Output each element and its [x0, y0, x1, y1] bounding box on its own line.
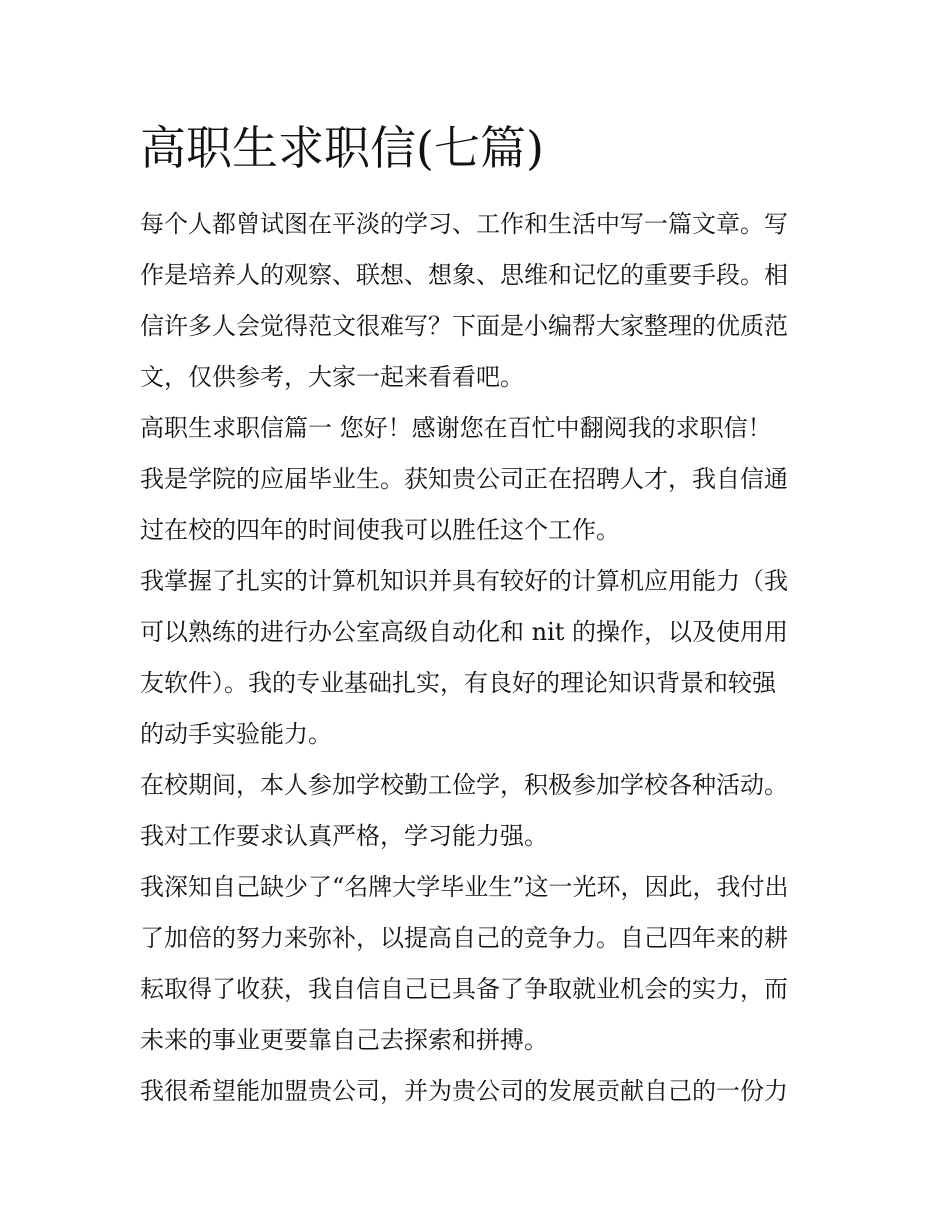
text-line: 友软件）。我的专业基础扎实，有良好的理论知识背景和较强 — [140, 669, 776, 697]
text-line: 信许多人会觉得范文很难写？下面是小编帮大家整理的优质范 — [140, 312, 788, 340]
text-line: 每个人都曾试图在平淡的学习、工作和生活中写一篇文章。写 — [140, 210, 788, 238]
text-line: 作是培养人的观察、联想、想象、思维和记忆的重要手段。相 — [140, 261, 788, 289]
text-line: 可以熟练的进行办公室高级自动化和 nit 的操作，以及使用用 — [140, 618, 789, 646]
text-line: 我很希望能加盟贵公司，并为贵公司的发展贡献自己的一份力 — [140, 1077, 788, 1105]
document-title: 高职生求职信(七篇) — [140, 121, 544, 175]
text-line: 过在校的四年的时间使我可以胜任这个工作。 — [140, 516, 620, 544]
text-line: 我掌握了扎实的计算机知识并具有较好的计算机应用能力（我 — [140, 567, 788, 595]
text-line: 了加倍的努力来弥补，以提高自己的竞争力。自己四年来的耕 — [140, 924, 788, 952]
text-line: 在校期间，本人参加学校勤工俭学，积极参加学校各种活动。 — [140, 771, 788, 799]
document-body — [140, 205, 820, 1123]
text-line: 我对工作要求认真严格，学习能力强。 — [140, 822, 548, 850]
text-line: 高职生求职信篇一 您好！感谢您在百忙中翻阅我的求职信！ — [140, 414, 772, 442]
text-line: 我深知自己缺少了“名牌大学毕业生”这一光环，因此，我付出 — [140, 873, 789, 901]
text-line: 的动手实验能力。 — [140, 720, 332, 748]
text-line: 我是学院的应届毕业生。获知贵公司正在招聘人才，我自信通 — [140, 465, 788, 493]
text-line: 耘取得了收获，我自信自己已具备了争取就业机会的实力，而 — [140, 975, 788, 1003]
text-line: 未来的事业更要靠自己去探索和拼搏。 — [140, 1026, 548, 1054]
text-line: 文，仅供参考，大家一起来看看吧。 — [140, 363, 524, 391]
